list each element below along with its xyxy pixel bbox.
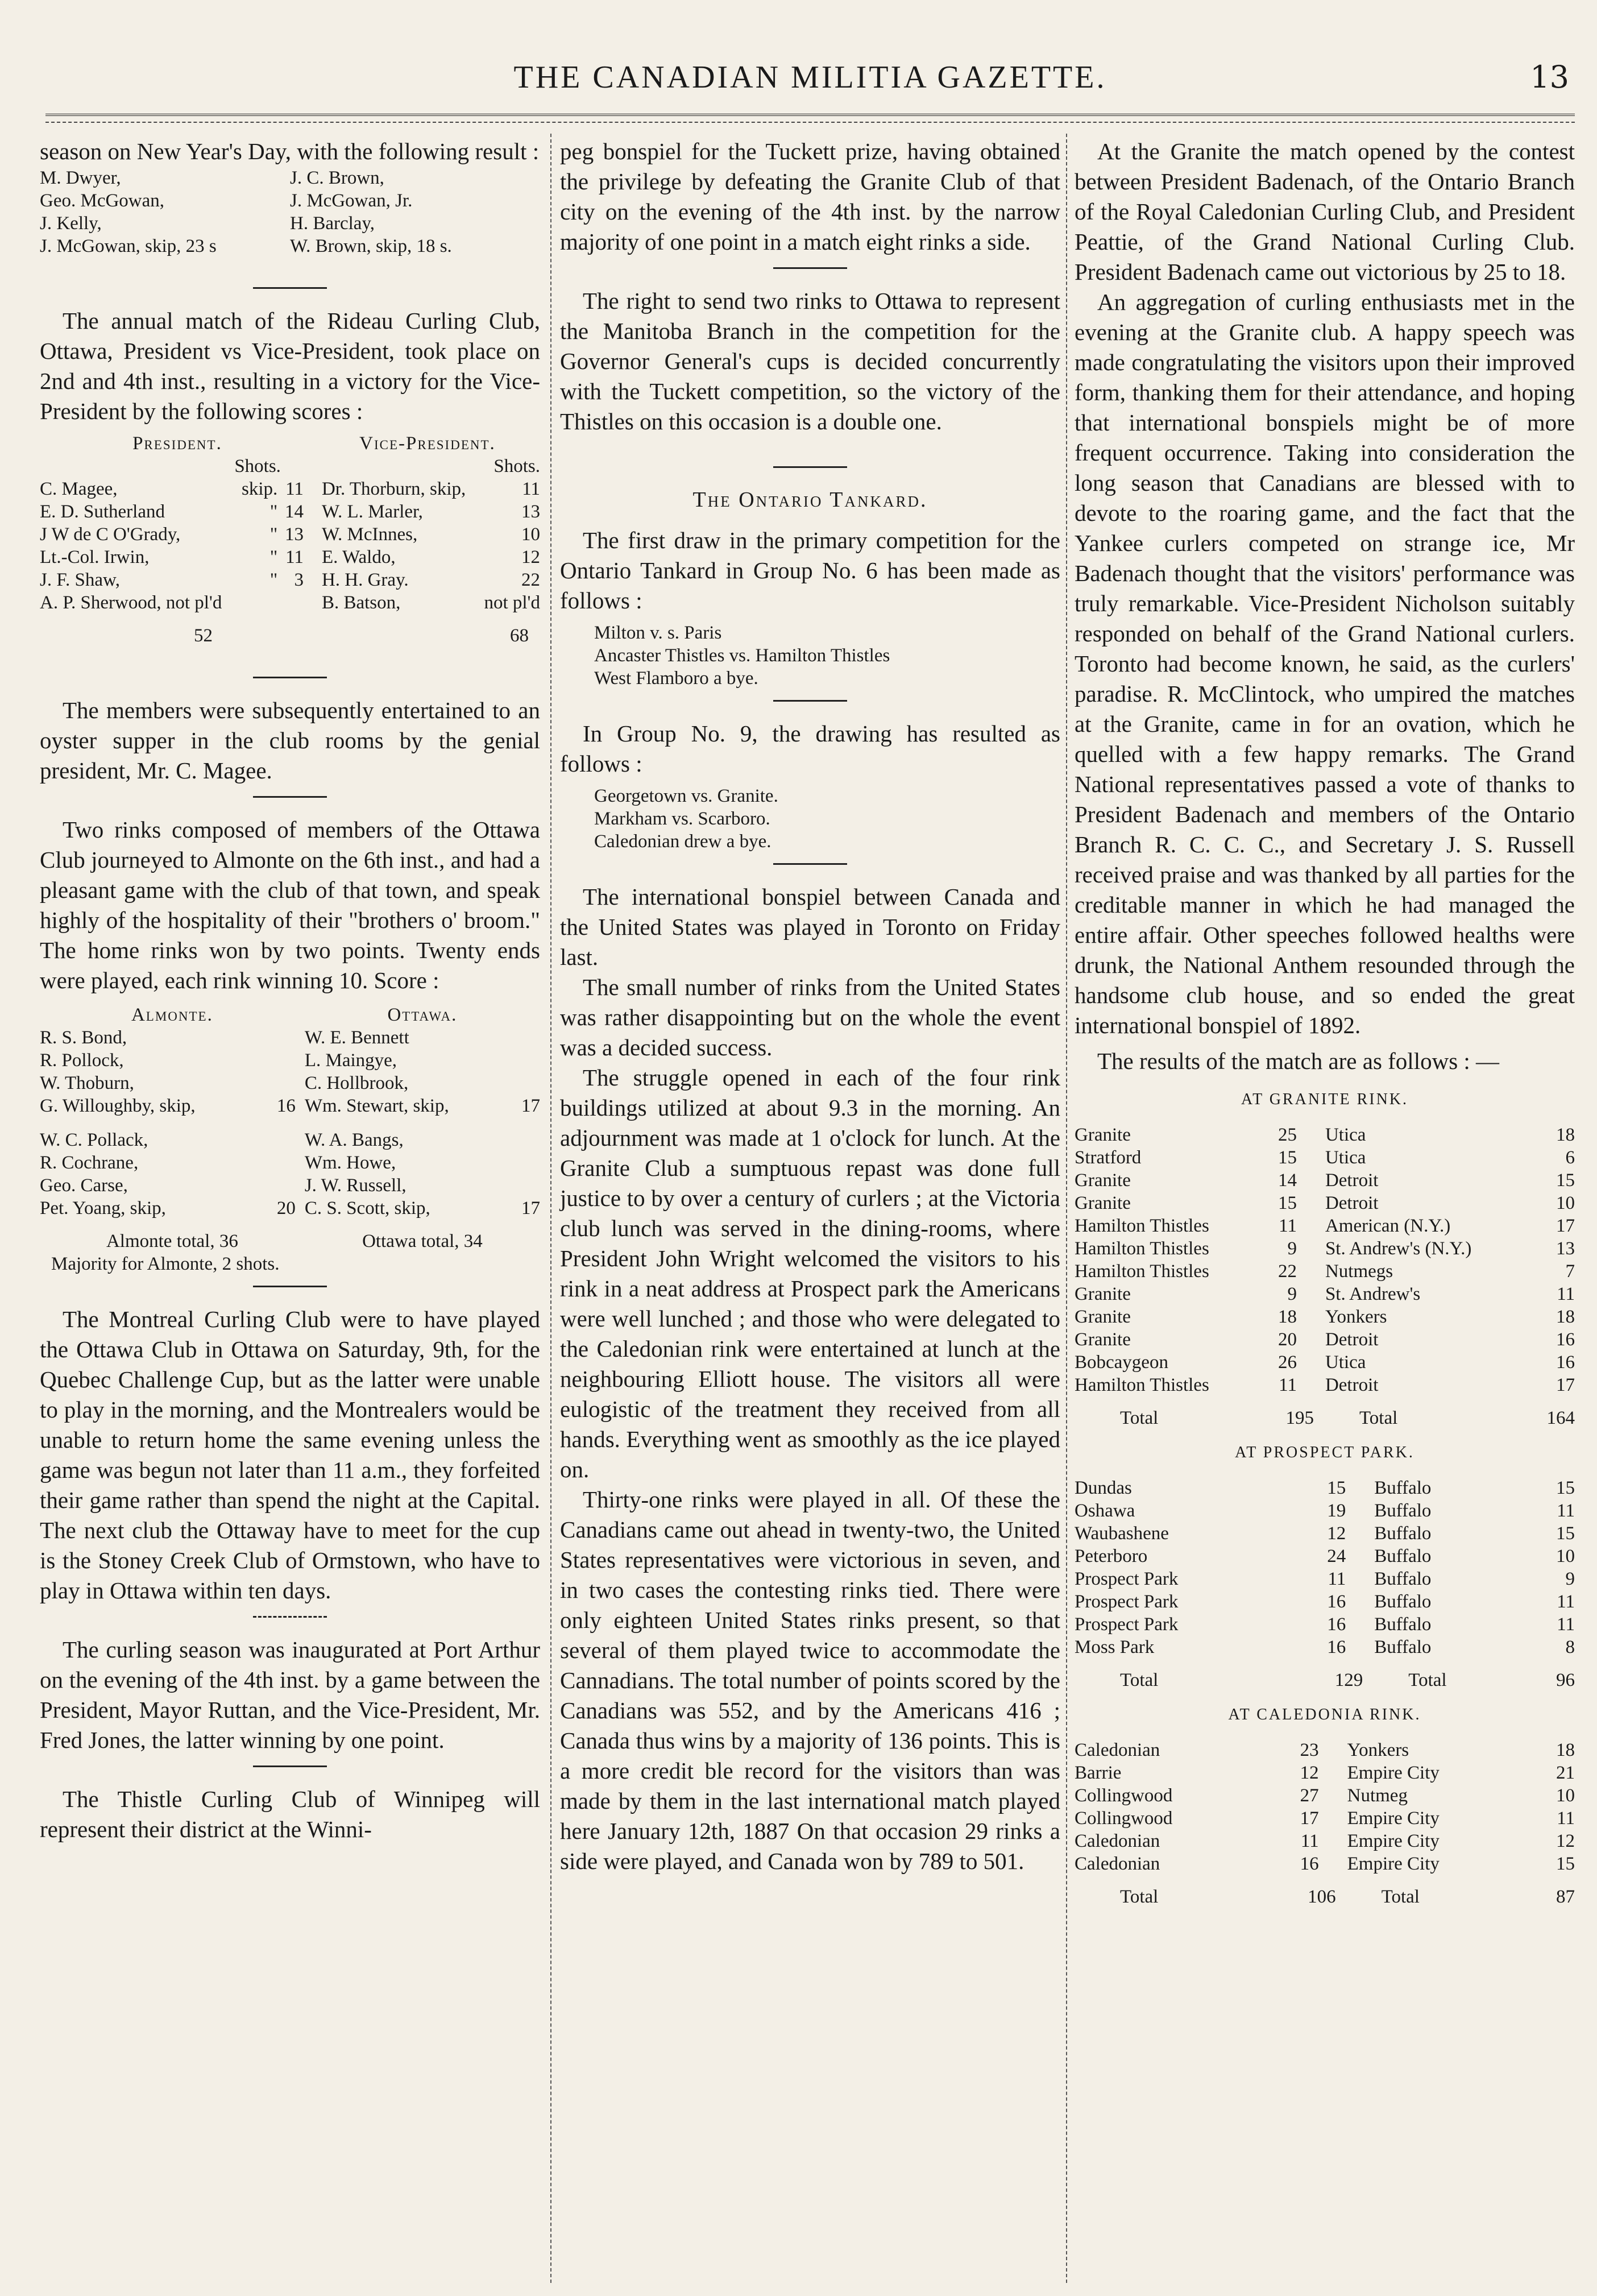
granite-results-table: [1075, 1124, 1575, 1429]
table-cell: 16: [1327, 1637, 1346, 1657]
table-cell: J. F. Shaw,: [40, 570, 120, 590]
paragraph: Two rinks composed of members of the Ottawa Club journeyed to Almonte on the 6th inst., and had a pleasant game with the club of that town, and speak highly of the hospitality of their "brothers o' broom." The home rinks won by two points. Twenty ends were played, each rink winning 10. Score :: [40, 817, 540, 993]
table-cell: [264, 1151, 305, 1174]
table-cell: 10: [521, 524, 540, 545]
table-cell: 15: [1277, 1193, 1297, 1213]
table-row: [1075, 1590, 1575, 1613]
total-value: 106: [1308, 1887, 1336, 1907]
table-cell: 17: [1556, 1216, 1575, 1236]
column-divider-2: [1066, 134, 1067, 2283]
table-row: [40, 1197, 540, 1220]
section-heading: The Ontario Tankard.: [692, 488, 928, 512]
paragraph: The annual match of the Rideau Curling Club, Ottawa, President vs Vice-President, took place on 2nd and 4th inst., resulting in a victory for the Vice-President by the following scores :: [40, 308, 540, 424]
table-cell: [513, 1049, 540, 1072]
table-cell: American (N.Y.): [1325, 1216, 1451, 1236]
table-cell: 11: [285, 479, 304, 499]
table-cell: Empire City: [1347, 1763, 1440, 1783]
column-1: [40, 136, 540, 1845]
table-header: Vice-President.: [359, 433, 496, 454]
table-cell: [513, 1151, 540, 1174]
table-cell: Granite: [1075, 1329, 1131, 1350]
table-cell: Hamilton Thistles: [1075, 1375, 1209, 1395]
total-value: 129: [1334, 1670, 1363, 1690]
table-header: Ottawa.: [387, 1005, 458, 1025]
table-cell: Wm. Howe,: [304, 1153, 396, 1173]
table-cell: [513, 1174, 540, 1197]
table-cell: 15: [1277, 1147, 1297, 1168]
table-cell: Buffalo: [1374, 1501, 1432, 1521]
table-cell: 27: [1300, 1785, 1319, 1806]
table-row: [1075, 1613, 1575, 1636]
table-cell: Hamilton Thistles: [1075, 1238, 1209, 1259]
table-cell: Empire City: [1347, 1831, 1440, 1851]
table-row: [40, 478, 540, 500]
table-cell: Caledonian: [1075, 1740, 1160, 1760]
table-cell: [513, 1072, 540, 1095]
table-cell: 22: [1277, 1261, 1297, 1282]
table-cell: J. W. Russell,: [304, 1175, 406, 1196]
table-row: [1075, 1306, 1575, 1328]
table-cell: 23: [1300, 1740, 1319, 1760]
table-row: [40, 500, 540, 523]
prospect-results-table: [1075, 1477, 1575, 1692]
table-cell: W. Thoburn,: [40, 1073, 134, 1093]
table-row: [40, 591, 540, 614]
table-cell: R. Cochrane,: [40, 1153, 139, 1173]
table-row: [1075, 1568, 1575, 1590]
table-cell: Lt.-Col. Irwin,: [40, 547, 150, 567]
table-cell: ": [269, 502, 278, 522]
table-cell: Buffalo: [1374, 1569, 1432, 1589]
total-label: Total: [1120, 1670, 1159, 1690]
paragraph: peg bonspiel for the Tuckett prize, having obtained the privilege by defeating the Granite Club of that city on the evening of the 4th inst. by the narrow majority of one point in a match eight rinks a side.: [560, 138, 1060, 255]
table-cell: H. H. Gray.: [321, 570, 409, 590]
total-value: 164: [1546, 1408, 1575, 1428]
table-row: [40, 212, 540, 235]
table-row: [40, 189, 540, 212]
table-cell: Dr. Thorburn, skip,: [321, 479, 466, 499]
table-row: [1075, 1545, 1575, 1568]
table-cell: 3: [294, 570, 304, 590]
table-cell: [264, 1072, 305, 1095]
table-cell: 11: [1328, 1569, 1346, 1589]
table-row: [1075, 1499, 1575, 1522]
table-cell: St. Andrew's: [1325, 1284, 1421, 1304]
total-cell: Almonte total, 36: [106, 1231, 238, 1251]
table-row: [1075, 1237, 1575, 1260]
total-label: Total: [1120, 1408, 1159, 1428]
table-cell: 6: [1565, 1147, 1575, 1168]
table-cell: 11: [1557, 1501, 1575, 1521]
section-separator: [773, 267, 847, 269]
table-cell: 16: [1556, 1329, 1575, 1350]
table-cell: 11: [1557, 1284, 1575, 1304]
table-cell: 11: [1557, 1614, 1575, 1635]
almonte-score-table: [40, 1004, 540, 1275]
page-number: 13: [1530, 59, 1569, 95]
paragraph: The first draw in the primary competition for the Ontario Tankard in Group No. 6 has been made as follows :: [560, 527, 1060, 614]
table-cell: J. McGowan, Jr.: [290, 190, 413, 211]
table-cell: [238, 591, 283, 614]
table-cell: 22: [521, 570, 540, 590]
paragraph: The international bonspiel between Canada and the United States was played in Toronto on Friday last.: [560, 884, 1060, 970]
table-cell: W. C. Pollack,: [40, 1130, 148, 1150]
table-cell: Utica: [1325, 1352, 1366, 1373]
table-cell: [264, 1174, 305, 1197]
total-cell: 68: [510, 625, 529, 646]
table-row: [40, 1151, 540, 1174]
table-cell: 11: [1279, 1216, 1297, 1236]
table-cell: Detroit: [1325, 1329, 1379, 1350]
table-cell: R. S. Bond,: [40, 1027, 127, 1048]
table-cell: 14: [284, 502, 304, 522]
table-cell: 16: [1300, 1854, 1319, 1874]
paragraph: The members were subsequently entertained to an oyster supper in the club rooms by the genial president, Mr. C. Magee.: [40, 697, 540, 784]
table-cell: Granite: [1075, 1125, 1131, 1145]
table-cell: Collingwood: [1075, 1785, 1173, 1806]
table-cell: W. L. Marler,: [321, 502, 423, 522]
table-cell: Collingwood: [1075, 1808, 1173, 1829]
table-cell: C. Hollbrook,: [304, 1073, 409, 1093]
caledonia-results-table: [1075, 1739, 1575, 1908]
table-cell: A. P. Sherwood, not pl'd: [40, 592, 222, 613]
table-row: [1075, 1852, 1575, 1875]
draw-entry: Markham vs. Scarboro.: [594, 809, 770, 829]
table-cell: Detroit: [1325, 1170, 1379, 1191]
table-cell: ": [269, 524, 278, 545]
table-row: [40, 1129, 540, 1151]
table-cell: Granite: [1075, 1284, 1131, 1304]
table-row: [40, 1026, 540, 1049]
table-cell: W. E. Bennett: [304, 1027, 409, 1048]
table-cell: Hamilton Thistles: [1075, 1216, 1209, 1236]
draw-entry: Georgetown vs. Granite.: [594, 786, 778, 806]
table-row: [40, 546, 540, 569]
table-cell: [264, 1049, 305, 1072]
table-cell: 11: [285, 547, 304, 567]
table-cell: [513, 1129, 540, 1151]
table-row: [1075, 1762, 1575, 1784]
paragraph: The results of the match are as follows : —: [1097, 1048, 1500, 1074]
table-cell: 9: [1565, 1569, 1575, 1589]
table-cell: B. Batson,: [321, 592, 401, 613]
table-cell: 15: [1556, 1523, 1575, 1544]
total-label: Total: [1359, 1408, 1398, 1428]
table-cell: Hamilton Thistles: [1075, 1261, 1209, 1282]
masthead-title: THE CANADIAN MILITIA GAZETTE.: [513, 60, 1107, 95]
page-header: [45, 59, 1575, 105]
table-cell: Yonkers: [1347, 1740, 1409, 1760]
table-row: [1075, 1477, 1575, 1499]
table-cell: 11: [1557, 1808, 1575, 1829]
section-separator: [253, 1765, 327, 1767]
table-cell: 16: [1327, 1592, 1346, 1612]
draw-entry: Ancaster Thistles vs. Hamilton Thistles: [594, 645, 890, 666]
table-cell: 17: [521, 1198, 540, 1219]
table-cell: Geo. Carse,: [40, 1175, 128, 1196]
paragraph: Thirty-one rinks were played in all. Of these the Canadians came out ahead in twenty-two, the United States representatives were victorious in seven, and in two cases the contesting rinks tied. There were only eighteen United States rinks present, so that several of them played twice to accommodate the Cannadians. The total number of points scored by the Canadians was 552, and by the Americans 416 ; Canada thus wins by a majority of 136 points. This is a more credit ble record for the visitors than was made by them in the last international match played here January 12th, 1887 On that occasion 29 rinks a side were played, and Canada won by 789 to 501.: [560, 1486, 1060, 1874]
table-cell: not pl'd: [484, 592, 540, 613]
table-cell: 18: [1556, 1307, 1575, 1327]
paragraph: The curling season was inaugurated at Port Arthur on the evening of the 4th inst. by a game between the President, Mayor Ruttan, and the Vice-President, Mr. Fred Jones, the latter winning by one point.: [40, 1636, 540, 1753]
table-row: [40, 569, 540, 591]
table-cell: 17: [1300, 1808, 1319, 1829]
table-cell: Geo. McGowan,: [40, 190, 165, 211]
table-cell: 8: [1565, 1637, 1575, 1657]
table-cell: C. Magee,: [40, 479, 118, 499]
table-cell: 15: [1556, 1478, 1575, 1498]
table-cell: 13: [1556, 1238, 1575, 1259]
table-cell: E. Waldo,: [321, 547, 396, 567]
table-cell: R. Pollock,: [40, 1050, 124, 1071]
draw-entry: Caledonian drew a bye.: [594, 831, 771, 852]
section-separator: [253, 796, 327, 798]
table-cell: 17: [521, 1096, 540, 1116]
table-cell: Yonkers: [1325, 1307, 1387, 1327]
table-cell: 20: [276, 1198, 296, 1219]
table-row: [1075, 1146, 1575, 1169]
table-cell: Buffalo: [1374, 1523, 1432, 1544]
table-cell: Detroit: [1325, 1193, 1379, 1213]
table-row: [1075, 1328, 1575, 1351]
table-row: [40, 1095, 540, 1117]
table-row: [1075, 1636, 1575, 1659]
table-cell: Bobcaygeon: [1075, 1352, 1168, 1373]
total-value: 96: [1556, 1670, 1575, 1690]
table-cell: Peterboro: [1075, 1546, 1148, 1566]
table-cell: Empire City: [1347, 1854, 1440, 1874]
table-cell: Waubashene: [1075, 1523, 1169, 1544]
paragraph: At the Granite the match opened by the contest between President Badenach, of the Ontario Branch of the Royal Caledonian Curling Club, and President Peattie, of the Grand National Curling Club. President Badenach came out victorious by 25 to 18.: [1075, 138, 1575, 285]
table-cell: M. Dwyer,: [40, 168, 121, 188]
table-cell: Oshawa: [1075, 1501, 1135, 1521]
draw-entry: Milton v. s. Paris: [594, 623, 722, 643]
paragraph: The Thistle Curling Club of Winnipeg will represent their district at the Winni-: [40, 1786, 540, 1842]
table-cell: 10: [1556, 1785, 1575, 1806]
table-cell: W. McInnes,: [321, 524, 418, 545]
table-row: [1075, 1192, 1575, 1215]
table-cell: [264, 1026, 305, 1049]
paragraph: The small number of rinks from the United States was rather disappointing but on the whole the event was a decided success.: [560, 974, 1060, 1060]
column-divider-1: [550, 134, 551, 2283]
section-separator: [253, 287, 327, 289]
results-heading-prospect: AT PROSPECT PARK.: [1235, 1444, 1415, 1461]
table-row: [40, 167, 540, 189]
section-separator: [773, 863, 847, 865]
paragraph: The struggle opened in each of the four rink buildings utilized at about 9.3 in the morning. An adjournment was made at 1 o'clock for lunch. At the Granite Club a sumptuous repast was done full justice to by over a century of curlers ; at the Victoria club lunch was served in the dining-rooms, where President John Wright welcomed the visitors to his rink in a neat address at Prospect park the Americans were well lunched ; and those who were delegated to the Caledonian rink were entertained at lunch at the neighbouring Elliott house. The visitors all were eulogistic of the treatment they received from all hands. Everything went as smoothly as the ice played on.: [560, 1064, 1060, 1482]
table-cell: 18: [1277, 1307, 1297, 1327]
results-heading-caledonia: AT CALEDONIA RINK.: [1228, 1706, 1421, 1723]
table-row: [1075, 1260, 1575, 1283]
paragraph: season on New Year's Day, with the following result :: [40, 138, 540, 164]
table-cell: 19: [1327, 1501, 1346, 1521]
total-label: Total: [1120, 1887, 1159, 1907]
table-cell: Utica: [1325, 1125, 1366, 1145]
table-cell: Caledonian: [1075, 1854, 1160, 1874]
total-value: 87: [1556, 1887, 1575, 1907]
table-row: [1075, 1374, 1575, 1396]
column-3: [1075, 136, 1575, 1908]
table-header: Almonte.: [131, 1005, 213, 1025]
table-row: [1075, 1522, 1575, 1545]
table-cell: J. Kelly,: [40, 213, 102, 234]
table-cell: Caledonian: [1075, 1831, 1160, 1851]
table-cell: J. C. Brown,: [290, 168, 384, 188]
table-cell: skip.: [242, 479, 278, 499]
table-cell: Nutmeg: [1347, 1785, 1408, 1806]
table-cell: 14: [1277, 1170, 1297, 1191]
table-cell: 11: [522, 479, 540, 499]
table-cell: Buffalo: [1374, 1478, 1432, 1498]
section-separator: [773, 700, 847, 702]
table-cell: [513, 1026, 540, 1049]
table-cell: 12: [1327, 1523, 1346, 1544]
table-cell: Buffalo: [1374, 1546, 1432, 1566]
table-cell: C. S. Scott, skip,: [304, 1198, 430, 1219]
table-cell: 18: [1556, 1740, 1575, 1760]
table-subheader: Shots.: [234, 456, 281, 476]
column-2: [560, 136, 1060, 1876]
section-separator: [253, 1286, 327, 1287]
table-cell: Nutmegs: [1325, 1261, 1393, 1282]
header-rule: [45, 114, 1575, 116]
table-row: [1075, 1739, 1575, 1762]
table-cell: Pet. Yoang, skip,: [40, 1198, 166, 1219]
table-cell: 11: [1279, 1375, 1297, 1395]
table-cell: St. Andrew's (N.Y.): [1325, 1238, 1472, 1259]
table-header: President.: [132, 433, 222, 454]
table-cell: Barrie: [1075, 1763, 1122, 1783]
majority-note: Majority for Almonte, 2 shots.: [51, 1254, 280, 1274]
table-cell: E. D. Sutherland: [40, 502, 165, 522]
table-cell: Buffalo: [1374, 1614, 1432, 1635]
table-cell: 7: [1565, 1261, 1575, 1282]
table-cell: 9: [1287, 1284, 1297, 1304]
table-cell: Stratford: [1075, 1147, 1142, 1168]
table-cell: J. McGowan, skip, 23 s: [40, 236, 217, 256]
table-cell: 10: [1556, 1546, 1575, 1566]
table-cell: 12: [521, 547, 540, 567]
table-cell: Granite: [1075, 1193, 1131, 1213]
draw-list-group-9: [560, 785, 1060, 853]
table-row: [40, 235, 540, 258]
table-cell: 15: [1556, 1854, 1575, 1874]
table-row: [1075, 1830, 1575, 1852]
paragraph: The Montreal Curling Club were to have played the Ottawa Club in Ottawa on Saturday, 9th, for the Quebec Challenge Cup, but as the latter were unable to play in the morning, and the Montrealers would be unable to return home the same evening unless the game was begun not later than 11 a.m., they forfeited their game rather than spend the night at the Capital. The next club the Ottaway have to meet for the cup is the Stoney Creek Club of Ormstown, who have to play in Ottawa within ten days.: [40, 1306, 540, 1603]
table-cell: 16: [276, 1096, 296, 1116]
table-subheader: Shots.: [493, 456, 540, 476]
table-cell: Detroit: [1325, 1375, 1379, 1395]
table-cell: 11: [1300, 1831, 1319, 1851]
table-cell: Buffalo: [1374, 1592, 1432, 1612]
table-cell: Wm. Stewart, skip,: [304, 1096, 449, 1116]
table-cell: 12: [1556, 1831, 1575, 1851]
table-cell: Buffalo: [1374, 1637, 1432, 1657]
table-cell: G. Willoughby, skip,: [40, 1096, 196, 1116]
section-separator: [253, 1616, 327, 1618]
table-cell: Granite: [1075, 1170, 1131, 1191]
table-cell: 10: [1556, 1193, 1575, 1213]
table-cell: W. Brown, skip, 18 s.: [290, 236, 452, 256]
table-row: [1075, 1283, 1575, 1306]
table-cell: 26: [1277, 1352, 1297, 1373]
table-row: [1075, 1807, 1575, 1830]
paragraph: An aggregation of curling enthusiasts met in the evening at the Granite club. A happy speech was made congratulating the visitors upon their improved form, thanking them for their attendance, and hoping that international bonspiels might be of more frequent occurrence. Taking into consideration the long season that Canadians are blessed with to devote to the roaring game, and the fact that the Yankee curlers competed on strange ice, Mr Badenach thought that the visitors' performance was truly remarkable. Vice-President Nicholson suitably responded on behalf of the Grand National curlers. Toronto had become known, he said, as the curlers' paradise. R. McClintock, who umpired the matches at the Granite, came in for an ovation, which he quelled with a few happy remarks. The Grand National representatives passed a vote of thanks to President Badenach and members of the Ontario Branch R. C. C. C., and Secretary J. S. Russell received praise and was thanked by all parties for the creditable manner in which he had managed the entire affair. Other speeches followed healths were drunk, the National Anthem resounded through the handsome club house, and so ended the great international bonspiel of 1892.: [1075, 289, 1575, 1038]
section-separator: [773, 466, 847, 468]
results-heading-granite: AT GRANITE RINK.: [1241, 1091, 1409, 1108]
table-cell: Utica: [1325, 1147, 1366, 1168]
total-cell: Ottawa total, 34: [362, 1231, 483, 1251]
table-cell: [282, 591, 315, 614]
table-cell: Granite: [1075, 1307, 1131, 1327]
table-cell: Dundas: [1075, 1478, 1132, 1498]
table-cell: J W de C O'Grady,: [40, 524, 181, 545]
table-cell: 9: [1287, 1238, 1297, 1259]
table-row: [40, 1049, 540, 1072]
table-row: [1075, 1351, 1575, 1374]
table-cell: Empire City: [1347, 1808, 1440, 1829]
rideau-score-table: [40, 432, 540, 647]
table-cell: [264, 1129, 305, 1151]
table-cell: 13: [521, 502, 540, 522]
paragraph: In Group No. 9, the drawing has resulted as follows :: [560, 720, 1060, 777]
table-cell: 11: [1557, 1592, 1575, 1612]
table-cell: Prospect Park: [1075, 1614, 1179, 1635]
table-row: [1075, 1124, 1575, 1146]
table-cell: 16: [1556, 1352, 1575, 1373]
table-row: [40, 1072, 540, 1095]
table-row: [1075, 1169, 1575, 1192]
header-rule-dashed: [45, 122, 1575, 123]
total-label: Total: [1408, 1670, 1447, 1690]
table-cell: H. Barclay,: [290, 213, 375, 234]
paragraph: The right to send two rinks to Ottawa to represent the Manitoba Branch in the competition for the Governor General's cups is decided concurrently with the Tuckett competition, so the victory of the Thistles on this occasion is a double one.: [560, 288, 1060, 434]
table-cell: 17: [1556, 1375, 1575, 1395]
section-separator: [253, 677, 327, 678]
table-cell: 25: [1277, 1125, 1297, 1145]
table-row: [40, 1174, 540, 1197]
draw-list-group-6: [560, 621, 1060, 690]
table-row: [1075, 1215, 1575, 1237]
table-cell: L. Maingye,: [304, 1050, 397, 1071]
table-cell: ": [269, 547, 278, 567]
table-cell: Prospect Park: [1075, 1592, 1179, 1612]
table-cell: 21: [1556, 1763, 1575, 1783]
table-cell: 18: [1556, 1125, 1575, 1145]
table-cell: Moss Park: [1075, 1637, 1155, 1657]
table-cell: ": [269, 570, 278, 590]
table-cell: 16: [1327, 1614, 1346, 1635]
table-cell: 20: [1277, 1329, 1297, 1350]
total-label: Total: [1381, 1887, 1420, 1907]
dwyer-score-table: [40, 167, 540, 258]
draw-entry: West Flamboro a bye.: [594, 668, 758, 689]
total-cell: 52: [193, 625, 213, 646]
table-cell: Prospect Park: [1075, 1569, 1179, 1589]
table-row: [40, 523, 540, 546]
table-cell: 15: [1556, 1170, 1575, 1191]
total-value: 195: [1285, 1408, 1314, 1428]
table-cell: 15: [1327, 1478, 1346, 1498]
table-cell: W. A. Bangs,: [304, 1130, 404, 1150]
table-cell: 13: [284, 524, 304, 545]
table-cell: 12: [1300, 1763, 1319, 1783]
table-row: [1075, 1784, 1575, 1807]
table-cell: 24: [1327, 1546, 1346, 1566]
